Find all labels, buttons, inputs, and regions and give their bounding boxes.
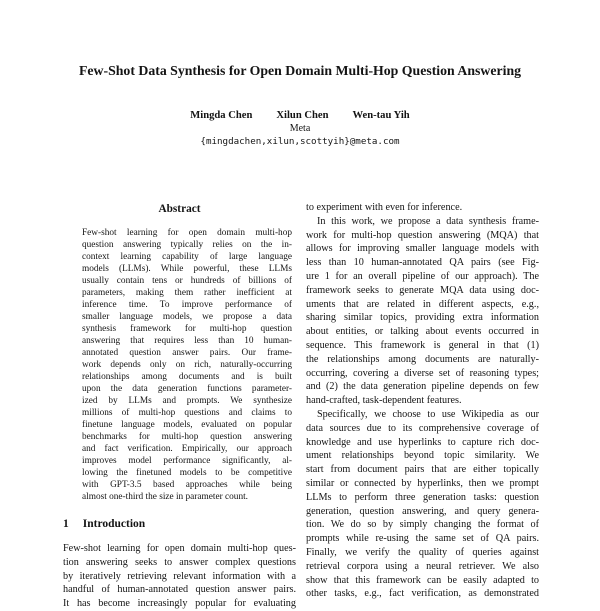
text-line: synthesis framework for multi-hop question (82, 324, 292, 334)
text-line: less than 10 human-annotated QA pairs (see Fig- (306, 257, 539, 269)
text-line: LLMs to perform three generation tasks: question (306, 491, 539, 503)
text-line: show that this framework can be easily adapted to (306, 574, 539, 586)
text-line: Few-shot learning for open domain multi-hop ques- (63, 543, 296, 554)
text-line: It has become increasingly popular for evaluating (63, 598, 296, 610)
text-line: data sources due to its comprehensive coverage of (306, 422, 539, 434)
text-line: tion. We do so by simply changing the format of (306, 519, 539, 531)
text-line: similar or connected by hyperlinks, then we prompt (306, 477, 539, 489)
text-line: millions of multi-hop questions and claims to (82, 408, 292, 418)
text-line: ized by LLMs and prompts. We synthesize (82, 396, 292, 406)
text-line: Finally, we verify the quality of queries against (306, 546, 539, 558)
text-line: In this work, we propose a data synthesis frame- (317, 215, 539, 227)
text-line: lowing the finetuned models to be competitive (82, 468, 292, 478)
text-line: the relationships among documents are naturally- (306, 353, 539, 365)
text-line: work depends only on rich, naturally-occurring (82, 360, 292, 370)
text-line: and (2) the data generation pipeline depends on few (306, 381, 539, 393)
text-line: upon the data generation functions parameter- (82, 384, 292, 394)
text-line: hand-crafted, task-dependent features. (306, 395, 462, 407)
text-line: prompts while re-using the same set of QA pairs. (306, 533, 539, 545)
text-line: ument relationships beyond topic similarity. We (306, 450, 539, 462)
text-line: generation, question answering, and query genera- (306, 505, 539, 517)
paragraph (82, 227, 292, 503)
text-line: Specifically, we choose to use Wikipedia as our (317, 408, 539, 420)
text-line: relationships among documents and is built (82, 372, 292, 382)
right-column-body (306, 201, 539, 601)
text-line: smaller language models, we propose a data (82, 312, 292, 322)
text-line: answering that requires less than 10 human- (82, 336, 292, 346)
paragraph (306, 215, 539, 408)
text-line: usually contain tens or hundreds of billions of (82, 276, 292, 286)
text-line: almost one-third the size in parameter count. (82, 492, 248, 502)
text-line: annotated question answer pairs. Our frame- (82, 348, 292, 358)
affiliation: Meta (289, 123, 311, 134)
author-emails: {mingdachen,xilun,scottyih}@meta.com (200, 136, 400, 147)
text-line: start from document pairs that are either topically (306, 464, 539, 476)
author-name: Mingda Chen (190, 110, 253, 121)
text-line: improves model performance significantly, al- (82, 456, 292, 466)
text-line: with GPT-3.5 based approaches while being (82, 480, 292, 490)
text-line: other tasks, e.g., fact verification, as demonstrated (306, 588, 539, 600)
authors-row (0, 110, 600, 121)
abstract-heading: Abstract (158, 203, 201, 215)
text-line: benchmarks for multi-hop question answering (82, 432, 292, 442)
text-line: context learning capability of large language (82, 252, 292, 262)
text-line: sharing similar topics, providing extra information (306, 312, 539, 324)
text-line: handful of human-annotated question answer pairs. (63, 584, 296, 596)
text-line: parameters, making them rather inefficient at (82, 288, 292, 298)
text-line: ure 1 for an overall pipeline of our approach). The (306, 270, 539, 282)
text-line: knowledge and use hyperlinks to capture rich doc- (306, 436, 539, 448)
introduction-body-left-column (63, 542, 296, 611)
text-line: allows for improving smaller language models with (306, 243, 539, 255)
section-number: 1 (63, 518, 69, 530)
text-line: framework seeks to generate MQA data using doc- (306, 284, 539, 296)
paragraph (63, 542, 296, 611)
paragraph (306, 408, 539, 601)
section-title: Introduction (82, 518, 146, 530)
text-line: to experiment with even for inference. (306, 202, 463, 213)
text-line: about entities, or talking about events occurred in (306, 326, 539, 338)
text-line: and fact verification. Empirically, our approach (82, 444, 292, 454)
author-name: Xilun Chen (276, 110, 329, 121)
paragraph (306, 201, 539, 215)
text-line: occurring, covering a diverse set of reasoning types; (306, 367, 539, 379)
text-line: models (LLMs). While powerful, these LLMs (82, 264, 292, 274)
text-line: Few-shot learning for open domain multi-hop (82, 228, 292, 238)
abstract-body (82, 227, 292, 503)
section-heading-introduction (63, 518, 296, 530)
paper-title: Few-Shot Data Synthesis for Open Domain Multi-Hop Question Answering (78, 63, 522, 78)
text-line: retrieval corpora using a neural retriever. We also (306, 560, 539, 572)
text-line: tion answering seeks to answer complex questions (63, 556, 296, 568)
text-line: by iteratively retrieving relevant information with a (63, 570, 296, 582)
text-line: uments that are related in different aspects, e.g., (306, 298, 539, 310)
text-line: work for multi-hop question answering (MQA) that (306, 229, 539, 241)
text-line: inference time. To improve performance of (82, 300, 292, 310)
text-line: sequence. This framework is general in that (1) (306, 339, 539, 351)
author-name: Wen-tau Yih (352, 110, 410, 121)
text-line: finetune language models, evaluated on popular (82, 420, 292, 430)
text-line: question answering typically relies on the in- (82, 240, 292, 250)
